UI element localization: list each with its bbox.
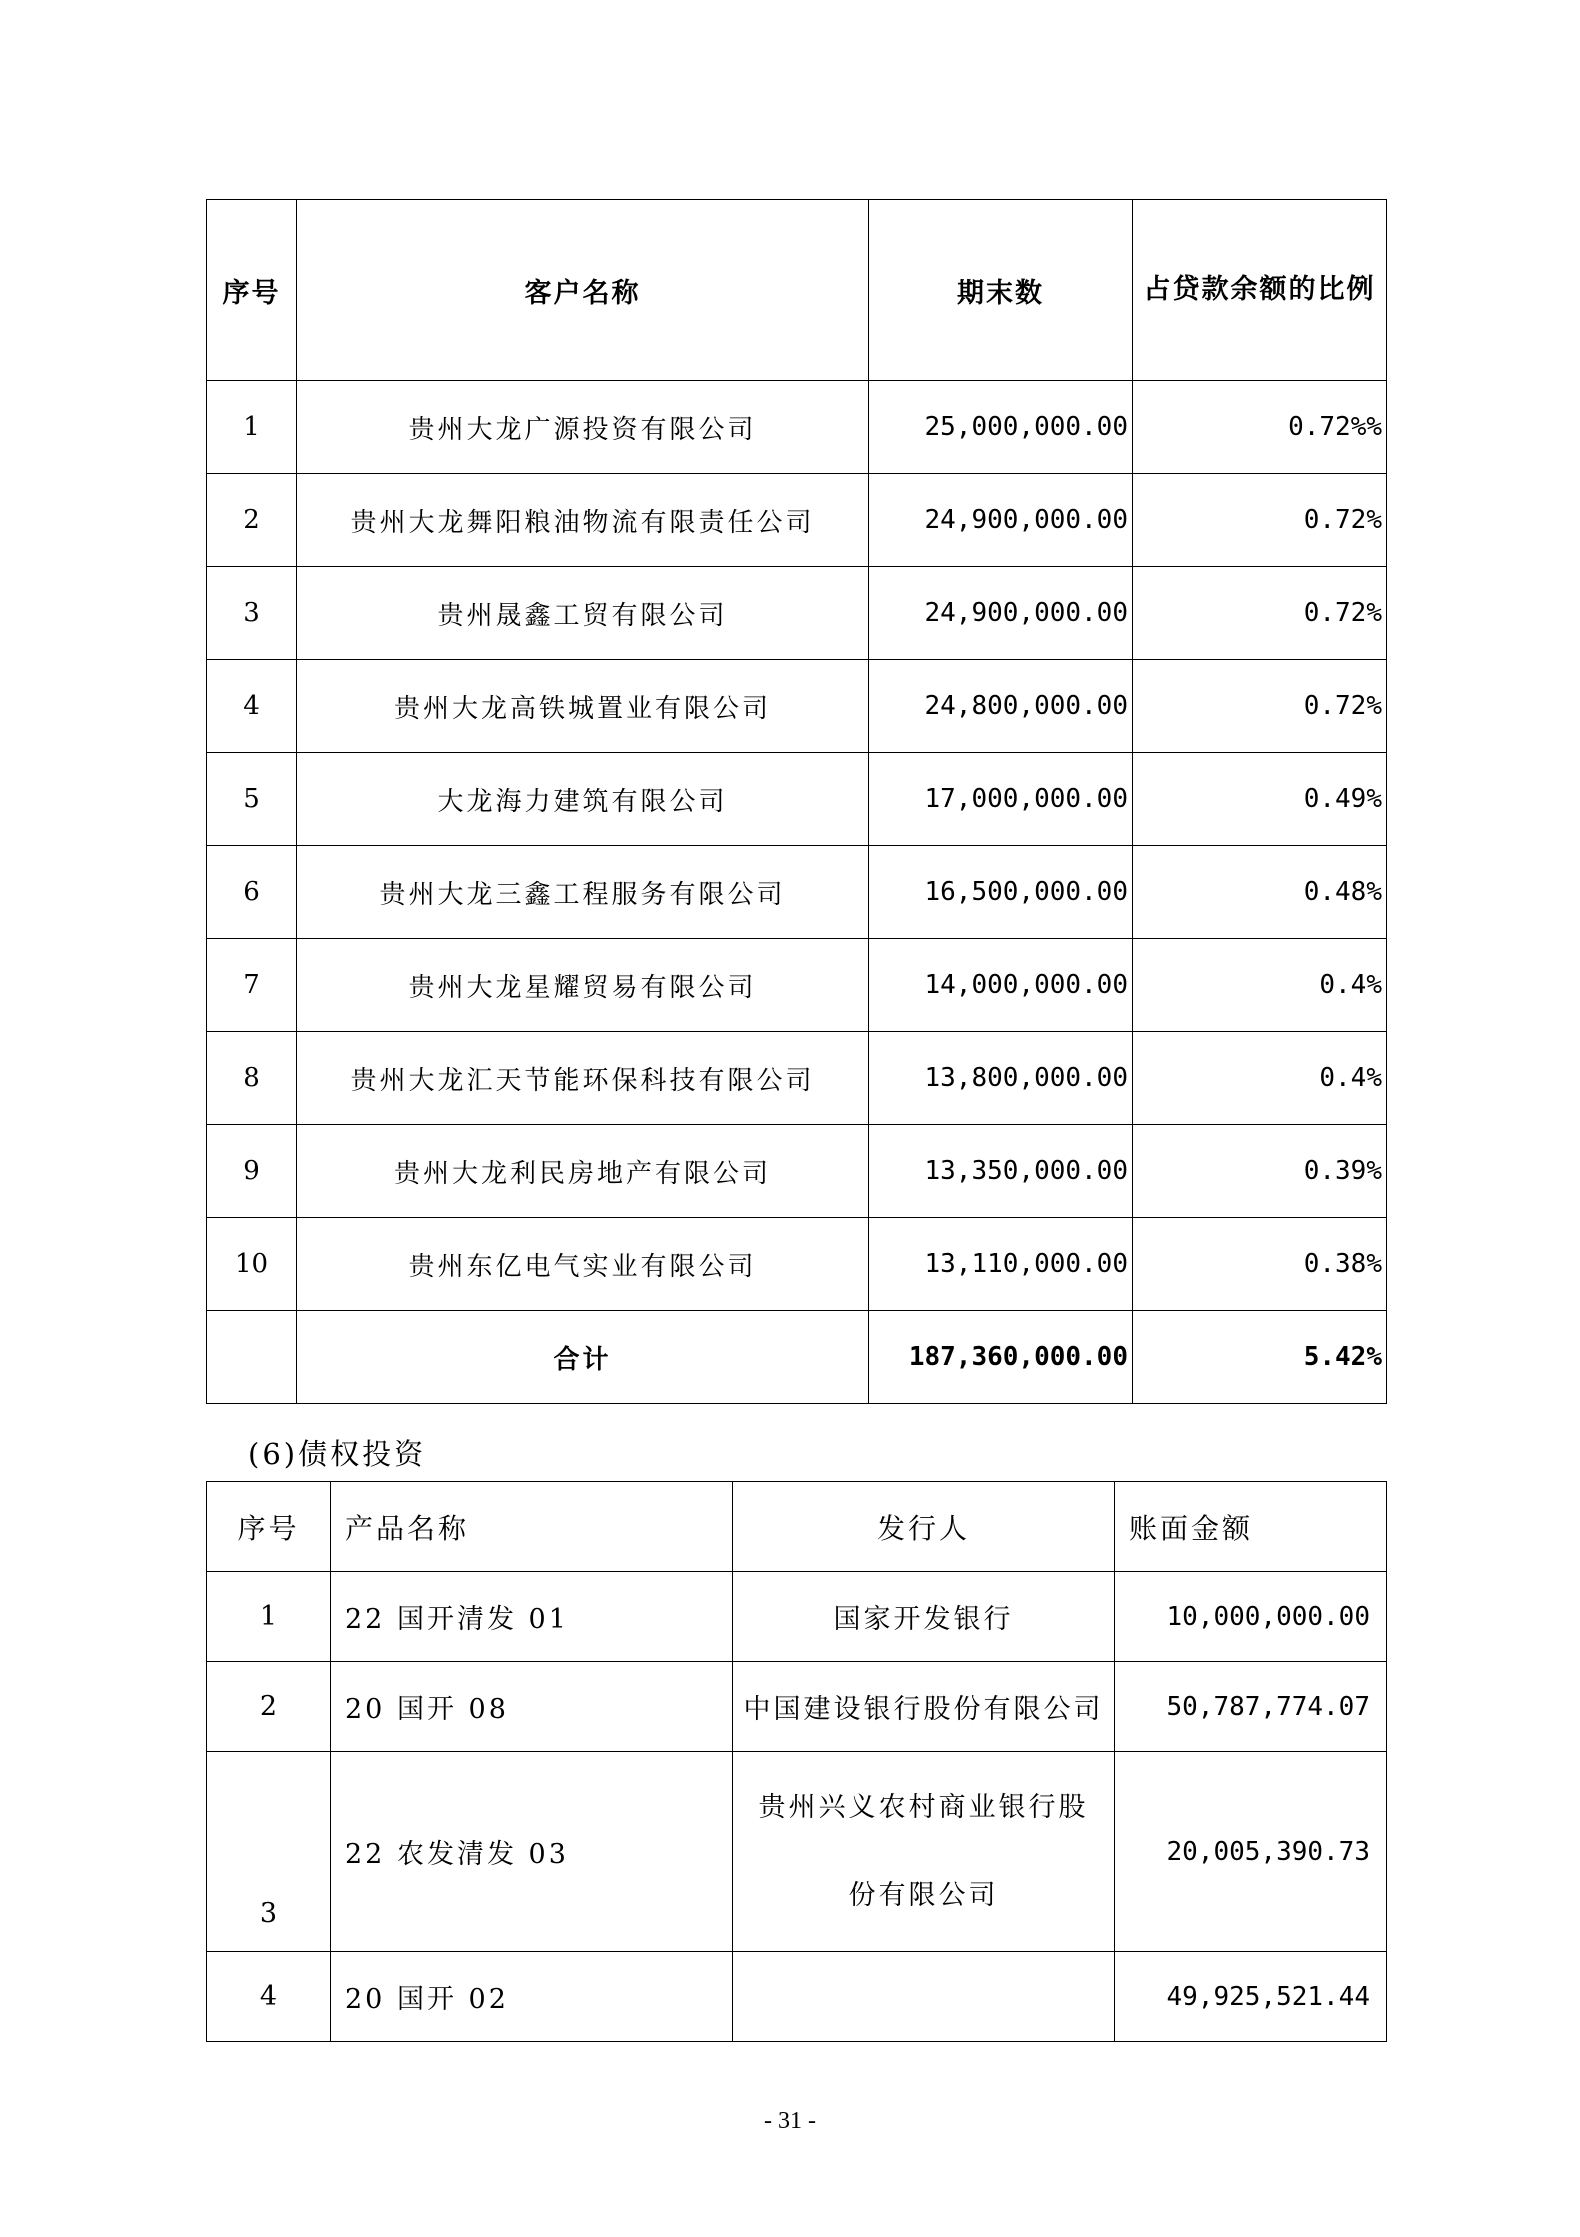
- row-no: 8: [207, 1032, 297, 1125]
- amount: 17,000,000.00: [869, 753, 1133, 846]
- total-row: [207, 1311, 1387, 1404]
- table-row: [207, 1752, 1387, 1952]
- table-header-row: [207, 1482, 1387, 1572]
- issuer: [733, 1952, 1115, 2042]
- issuer: 贵州兴义农村商业银行股份有限公司: [733, 1752, 1115, 1952]
- row-no: 1: [207, 1572, 331, 1662]
- row-no: 5: [207, 753, 297, 846]
- ratio: 0.72%: [1133, 567, 1387, 660]
- product-name: 20 国开 08: [331, 1662, 733, 1752]
- amount: 13,110,000.00: [869, 1218, 1133, 1311]
- customer-name: 贵州大龙高铁城置业有限公司: [297, 660, 869, 753]
- amount: 24,900,000.00: [869, 474, 1133, 567]
- row-no: 6: [207, 846, 297, 939]
- table-row: [207, 381, 1387, 474]
- book-value: 20,005,390.73: [1115, 1752, 1387, 1952]
- amount: 25,000,000.00: [869, 381, 1133, 474]
- table-row: [207, 1125, 1387, 1218]
- table-row: [207, 939, 1387, 1032]
- customer-name: 贵州大龙星耀贸易有限公司: [297, 939, 869, 1032]
- book-value: 50,787,774.07: [1115, 1662, 1387, 1752]
- row-no: 10: [207, 1218, 297, 1311]
- row-no: 7: [207, 939, 297, 1032]
- product-name: 22 国开清发 01: [331, 1572, 733, 1662]
- customer-name: 贵州大龙汇天节能环保科技有限公司: [297, 1032, 869, 1125]
- header-no: 序号: [207, 200, 297, 381]
- book-value: 49,925,521.44: [1115, 1952, 1387, 2042]
- header-no: 序号: [207, 1482, 331, 1572]
- header-issuer: 发行人: [733, 1482, 1115, 1572]
- ratio: 0.4%: [1133, 939, 1387, 1032]
- issuer: 中国建设银行股份有限公司: [733, 1662, 1115, 1752]
- table-row: [207, 753, 1387, 846]
- row-no: 3: [207, 567, 297, 660]
- row-no: 2: [207, 474, 297, 567]
- issuer: 国家开发银行: [733, 1572, 1115, 1662]
- product-name: 20 国开 02: [331, 1952, 733, 2042]
- ratio: 0.72%%: [1133, 381, 1387, 474]
- amount: 24,800,000.00: [869, 660, 1133, 753]
- table-row: [207, 474, 1387, 567]
- ratio: 0.49%: [1133, 753, 1387, 846]
- row-no: 4: [207, 660, 297, 753]
- row-no: 1: [207, 381, 297, 474]
- row-no: 9: [207, 1125, 297, 1218]
- table-row: [207, 1952, 1387, 2042]
- customer-name: 贵州东亿电气实业有限公司: [297, 1218, 869, 1311]
- header-customer-name: 客户名称: [297, 200, 869, 381]
- header-product-name: 产品名称: [331, 1482, 733, 1572]
- amount: 13,350,000.00: [869, 1125, 1133, 1218]
- customer-name: 贵州晟鑫工贸有限公司: [297, 567, 869, 660]
- total-no-cell: [207, 1311, 297, 1404]
- book-value: 10,000,000.00: [1115, 1572, 1387, 1662]
- ratio: 0.72%: [1133, 660, 1387, 753]
- amount: 24,900,000.00: [869, 567, 1133, 660]
- table-row: [207, 567, 1387, 660]
- table-header-row: [207, 200, 1387, 381]
- debt-investment-table: [206, 1481, 1387, 2042]
- ratio: 0.4%: [1133, 1032, 1387, 1125]
- row-no: 2: [207, 1662, 331, 1752]
- amount: 13,800,000.00: [869, 1032, 1133, 1125]
- table-row: [207, 1032, 1387, 1125]
- total-label: 合计: [297, 1311, 869, 1404]
- customer-name: 大龙海力建筑有限公司: [297, 753, 869, 846]
- table-row: [207, 660, 1387, 753]
- amount: 14,000,000.00: [869, 939, 1133, 1032]
- customer-name: 贵州大龙三鑫工程服务有限公司: [297, 846, 869, 939]
- section-title: (6)债权投资: [248, 1437, 427, 1471]
- row-no: 4: [207, 1952, 331, 2042]
- customer-name: 贵州大龙广源投资有限公司: [297, 381, 869, 474]
- header-loan-ratio: 占贷款余额的比例: [1133, 200, 1387, 381]
- total-ratio: 5.42%: [1133, 1311, 1387, 1404]
- customer-name: 贵州大龙舞阳粮油物流有限责任公司: [297, 474, 869, 567]
- header-period-end-amount: 期末数: [869, 200, 1133, 381]
- amount: 16,500,000.00: [869, 846, 1133, 939]
- customer-name: 贵州大龙利民房地产有限公司: [297, 1125, 869, 1218]
- loan-customers-table: [206, 199, 1387, 1404]
- header-book-value: 账面金额: [1115, 1482, 1387, 1572]
- row-no: 3: [207, 1752, 331, 1952]
- table-row: [207, 1572, 1387, 1662]
- ratio: 0.48%: [1133, 846, 1387, 939]
- ratio: 0.72%: [1133, 474, 1387, 567]
- total-amount: 187,360,000.00: [869, 1311, 1133, 1404]
- table-row: [207, 1662, 1387, 1752]
- product-name: 22 农发清发 03: [331, 1752, 733, 1952]
- ratio: 0.39%: [1133, 1125, 1387, 1218]
- page-number: - 31 -: [764, 2108, 816, 2134]
- table-row: [207, 1218, 1387, 1311]
- table-row: [207, 846, 1387, 939]
- ratio: 0.38%: [1133, 1218, 1387, 1311]
